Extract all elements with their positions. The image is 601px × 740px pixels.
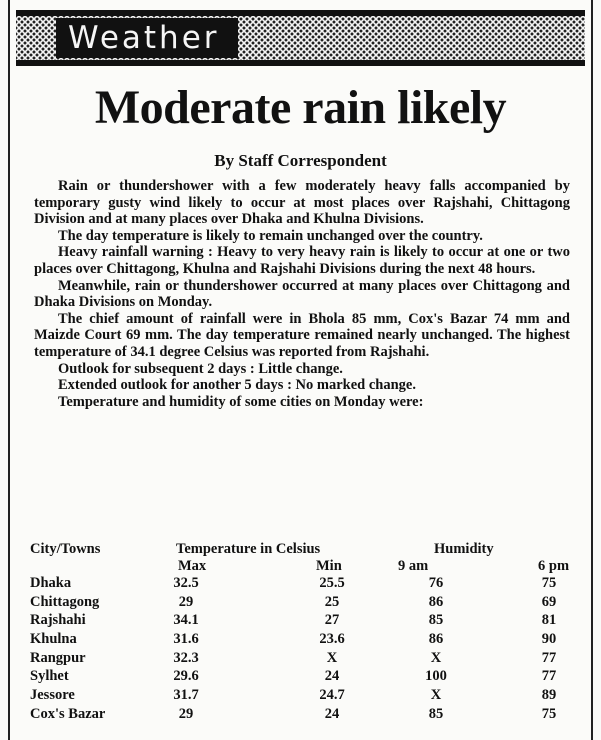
cell-am9: 100 [425, 668, 447, 685]
byline: By Staff Correspondent [214, 151, 387, 170]
table-row [30, 593, 574, 612]
paragraph: Rain or thundershower with a few moderately heavy falls accompanied by temporary gusty wind likely to occur at most places over Rajshahi, Chittagong Division and at many places over Dhaka and Khulna Divisions. [34, 178, 570, 228]
table-row [30, 667, 574, 686]
section-banner [16, 10, 585, 66]
cell-city: Khulna [30, 631, 77, 648]
cell-pm6: 75 [541, 575, 557, 591]
cell-max: 29 [178, 593, 194, 610]
header-min: Min [316, 558, 342, 574]
cell-city: Chittagong [30, 593, 100, 610]
cell-am9: 76 [428, 575, 444, 591]
table-row [30, 611, 574, 630]
table-row [30, 686, 574, 705]
cell-min: 25 [324, 593, 340, 610]
header-6pm: 6 pm [538, 558, 570, 574]
table-subheader-row [30, 558, 574, 574]
paragraph: The chief amount of rainfall were in Bhola 85 mm, Cox's Bazar 74 mm and Maizde Court 69 mm. The day temperature remained nearly unchanged. The highest temperature of 34.1 degree Celsius was reported from Rajshahi. [34, 310, 570, 360]
paragraph: The day temperature is likely to remain unchanged over the country. [58, 227, 483, 244]
cell-pm6: 77 [541, 649, 557, 666]
cell-am9: 86 [428, 593, 444, 610]
cell-min: 25.5 [319, 575, 345, 591]
cell-min: 23.6 [319, 631, 345, 648]
paragraph: Outlook for subsequent 2 days : Little change. [58, 360, 343, 377]
cell-am9: X [430, 649, 442, 666]
cell-am9: 85 [428, 612, 444, 629]
cell-city: Rangpur [30, 649, 86, 666]
cell-min: 24 [324, 668, 340, 685]
cell-pm6: 77 [541, 668, 557, 685]
headline: Moderate rain likely [94, 81, 507, 134]
cell-city: Sylhet [30, 668, 69, 685]
cell-max: 32.3 [173, 649, 199, 666]
table-body [30, 574, 574, 724]
table-header-row [30, 540, 574, 558]
cell-pm6: 75 [541, 705, 557, 722]
cell-max: 34.1 [173, 612, 199, 629]
cell-min: 24 [324, 705, 340, 722]
table-row [30, 574, 574, 593]
cell-min: 27 [324, 612, 340, 629]
cell-city: Dhaka [30, 575, 72, 591]
article-body [34, 178, 570, 410]
cell-am9: 86 [428, 631, 444, 648]
cell-max: 31.7 [173, 687, 199, 704]
header-city: City/Towns [30, 541, 101, 557]
paragraph: Heavy rainfall warning : Heavy to very heavy rain is likely to occur at one or two places over Chittagong, Khulna and Rajshahi Divisions during the next 48 hours. [34, 244, 570, 277]
cell-min: 24.7 [319, 687, 345, 704]
cell-max: 31.6 [173, 631, 199, 648]
cell-pm6: 89 [541, 687, 557, 704]
header-9am: 9 am [398, 558, 429, 574]
table-row [30, 630, 574, 649]
cell-pm6: 69 [541, 593, 557, 610]
cell-am9: 85 [428, 705, 444, 722]
cell-city: Jessore [30, 687, 75, 704]
table-row [30, 649, 574, 668]
cell-max: 29.6 [173, 668, 199, 685]
header-max: Max [178, 558, 207, 574]
cell-max: 29 [178, 705, 194, 722]
table-row [30, 705, 574, 724]
cell-min: X [326, 649, 338, 666]
header-humidity: Humidity [434, 541, 494, 557]
cell-city: Cox's Bazar [30, 705, 106, 722]
paragraph: Meanwhile, rain or thundershower occurred at many places over Chittagong and Dhaka Divisions on Monday. [34, 277, 570, 311]
header-temperature: Temperature in Celsius [176, 541, 321, 557]
cell-am9: X [430, 687, 442, 704]
paragraph: Temperature and humidity of some cities on Monday were: [58, 393, 424, 410]
weather-table [30, 540, 574, 724]
cell-city: Rajshahi [30, 612, 86, 629]
cell-pm6: 90 [541, 631, 557, 648]
cell-max: 32.5 [173, 575, 199, 591]
paragraph: Extended outlook for another 5 days : No marked change. [58, 377, 416, 394]
cell-pm6: 81 [541, 612, 557, 629]
section-label: Weather [56, 18, 238, 58]
